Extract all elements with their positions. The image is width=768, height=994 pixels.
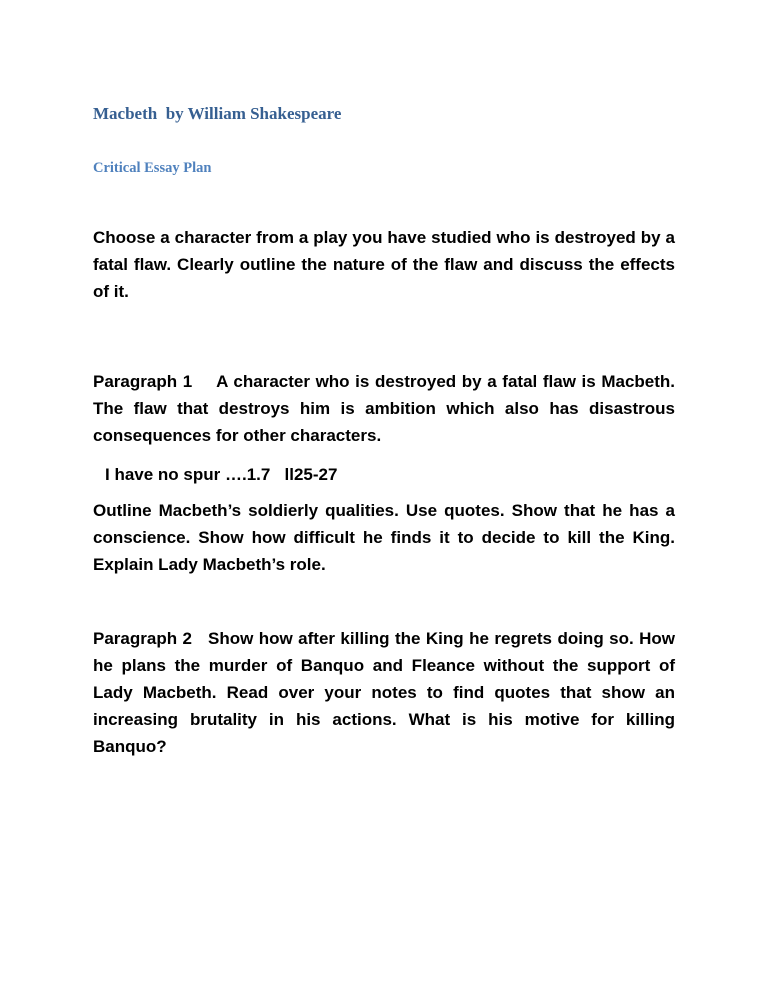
paragraph-1 — [93, 368, 675, 449]
paragraph-1-instructions: Outline Macbeth’s soldierly qualities. Use quotes. Show that he has a conscience. Show how difficult he finds it to decide to kill the King. Explain Lady Macbeth’s role. — [93, 500, 675, 574]
document-title: Macbeth by William Shakespeare — [93, 104, 342, 123]
quote-reference-line: I have no spur ….1.7 ll25-27 — [105, 464, 338, 484]
paragraph-2-text: Show how after killing the King he regrets doing so. How he plans the murder of Banquo and Fleance without the support of Lady Macbeth. Read over your notes to find quotes that show an increasing brutality in his actions. What is his motive for killing Banquo? — [93, 628, 676, 756]
paragraph-1-label: Paragraph 1 — [93, 371, 193, 391]
paragraph-1-text: A character who is destroyed by a fatal flaw is Macbeth. The flaw that destroys him is ambition which also has disastrous consequences for other characters. — [93, 371, 676, 445]
essay-question-paragraph: Choose a character from a play you have studied who is destroyed by a fatal flaw. Clearly outline the nature of the flaw and discuss the effects of it. — [93, 227, 675, 301]
paragraph-2-label: Paragraph 2 — [93, 628, 192, 648]
paragraph-2 — [93, 625, 675, 760]
document-subtitle: Critical Essay Plan — [93, 160, 212, 177]
